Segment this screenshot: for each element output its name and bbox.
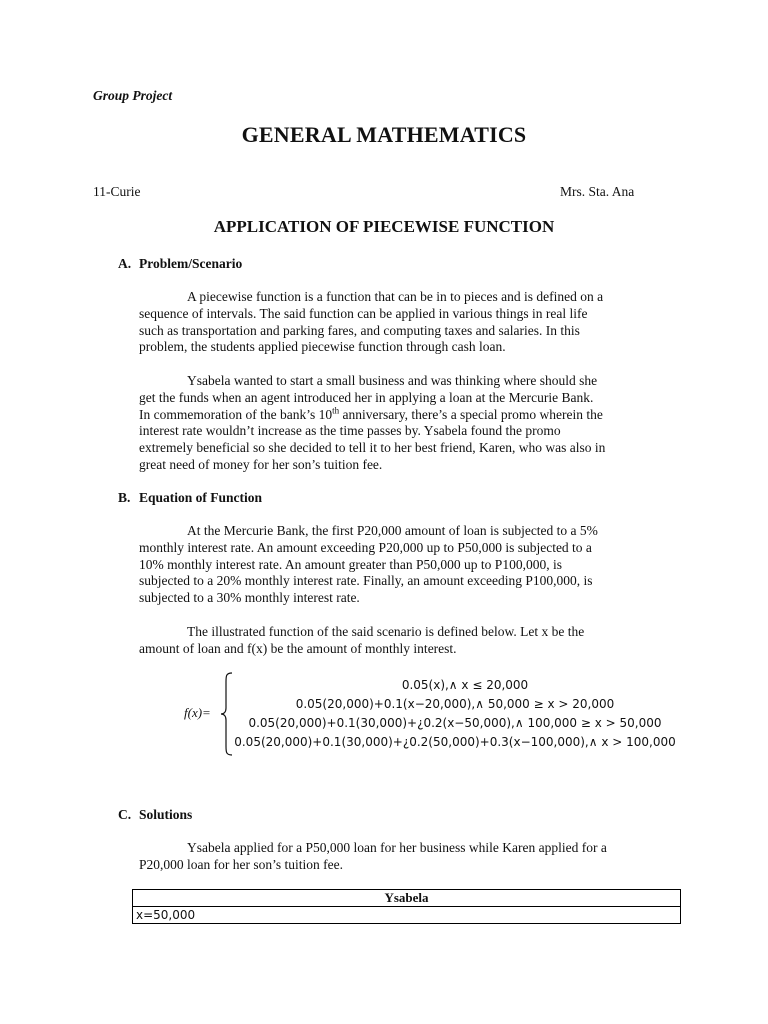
section-letter: B. <box>118 490 131 505</box>
superscript: th <box>332 405 340 416</box>
page-subtitle: APPLICATION OF PIECEWISE FUNCTION <box>213 217 555 236</box>
section-title: Equation of Function <box>139 490 263 505</box>
text-fragment: anniversary, there’s a special promo wherein the <box>339 406 603 422</box>
text-line: such as transportation and parking fares, and computing taxes and salaries. In this <box>139 322 580 338</box>
table-row <box>133 907 681 924</box>
solution-table <box>132 889 681 924</box>
text-line: P20,000 loan for her son’s tuition fee. <box>139 856 343 872</box>
text-line: monthly interest rate. An amount exceeding P20,000 up to P50,000 is subjected to a <box>139 539 592 555</box>
text-line: interest rate wouldn’t increase as the time passes by. Ysabela found the promo <box>139 423 561 439</box>
text-line: The illustrated function of the said scenario is defined below. Let x be the <box>187 624 585 639</box>
page-title: GENERAL MATHEMATICS <box>241 122 527 147</box>
text-line: problem, the students applied piecewise function through cash loan. <box>139 339 506 355</box>
table-header-cell: Ysabela <box>133 890 681 907</box>
section-c-heading <box>118 807 192 823</box>
text-line: Ysabela wanted to start a small business and was thinking where should she <box>187 373 598 388</box>
text-line: At the Mercurie Bank, the first P20,000 amount of loan is subjected to a 5% <box>187 523 598 538</box>
text-line: subjected to a 30% monthly interest rate. <box>139 590 360 606</box>
section-b-paragraph-1 <box>139 523 670 607</box>
table-row <box>133 890 681 907</box>
function-case-3: 0.05(20,000)+0.1(30,000)+¿0.2(x−50,000),∧ 100,000 ≥ x > 50,000 <box>248 716 662 730</box>
function-case-4: 0.05(20,000)+0.1(30,000)+¿0.2(50,000)+0.3(x−100,000),∧ x > 100,000 <box>234 735 676 749</box>
text-line <box>139 407 670 424</box>
doc-label: Group Project <box>93 88 173 103</box>
section-a-heading <box>118 256 242 272</box>
text-line: subjected to a 20% monthly interest rate. Finally, an amount exceeding P100,000, is <box>139 573 593 589</box>
section-b-heading <box>118 490 262 506</box>
function-case-2: 0.05(20,000)+0.1(x−20,000),∧ 50,000 ≥ x > 20,000 <box>295 697 615 711</box>
teacher-name: Mrs. Sta. Ana <box>560 184 635 199</box>
table-cell: x=50,000 <box>133 907 681 924</box>
text-line: A piecewise function is a function that can be in to pieces and is defined on a <box>187 289 604 304</box>
section-letter: A. <box>118 256 132 271</box>
text-line: extremely beneficial so she decided to tell it to her best friend, Karen, who was also in <box>139 440 606 456</box>
function-case-1: 0.05(x),∧ x ≤ 20,000 <box>401 678 529 692</box>
text-line: amount of loan and f(x) be the amount of monthly interest. <box>139 640 457 656</box>
function-lhs: f(x)= <box>184 705 211 720</box>
section-a-paragraph-1 <box>139 289 670 356</box>
section-title: Solutions <box>139 807 193 822</box>
text-line: sequence of intervals. The said function can be applied in various things in real life <box>139 305 588 321</box>
text-line: get the funds when an agent introduced her in applying a loan at the Mercurie Bank. <box>139 389 594 405</box>
text-line: 10% monthly interest rate. An amount greater than P50,000 up to P100,000, is <box>139 556 562 572</box>
section-b-paragraph-2 <box>139 624 670 658</box>
text-line: great need of money for her son’s tuition fee. <box>139 456 383 472</box>
text-line: Ysabela applied for a P50,000 loan for her business while Karen applied for a <box>187 840 607 855</box>
class-section: 11-Curie <box>93 184 141 199</box>
section-letter: C. <box>118 807 132 822</box>
section-title: Problem/Scenario <box>139 256 243 271</box>
text-fragment: In commemoration of the bank’s 10 <box>139 406 333 422</box>
section-c-paragraph-1 <box>139 840 670 874</box>
section-a-paragraph-2 <box>139 373 670 474</box>
